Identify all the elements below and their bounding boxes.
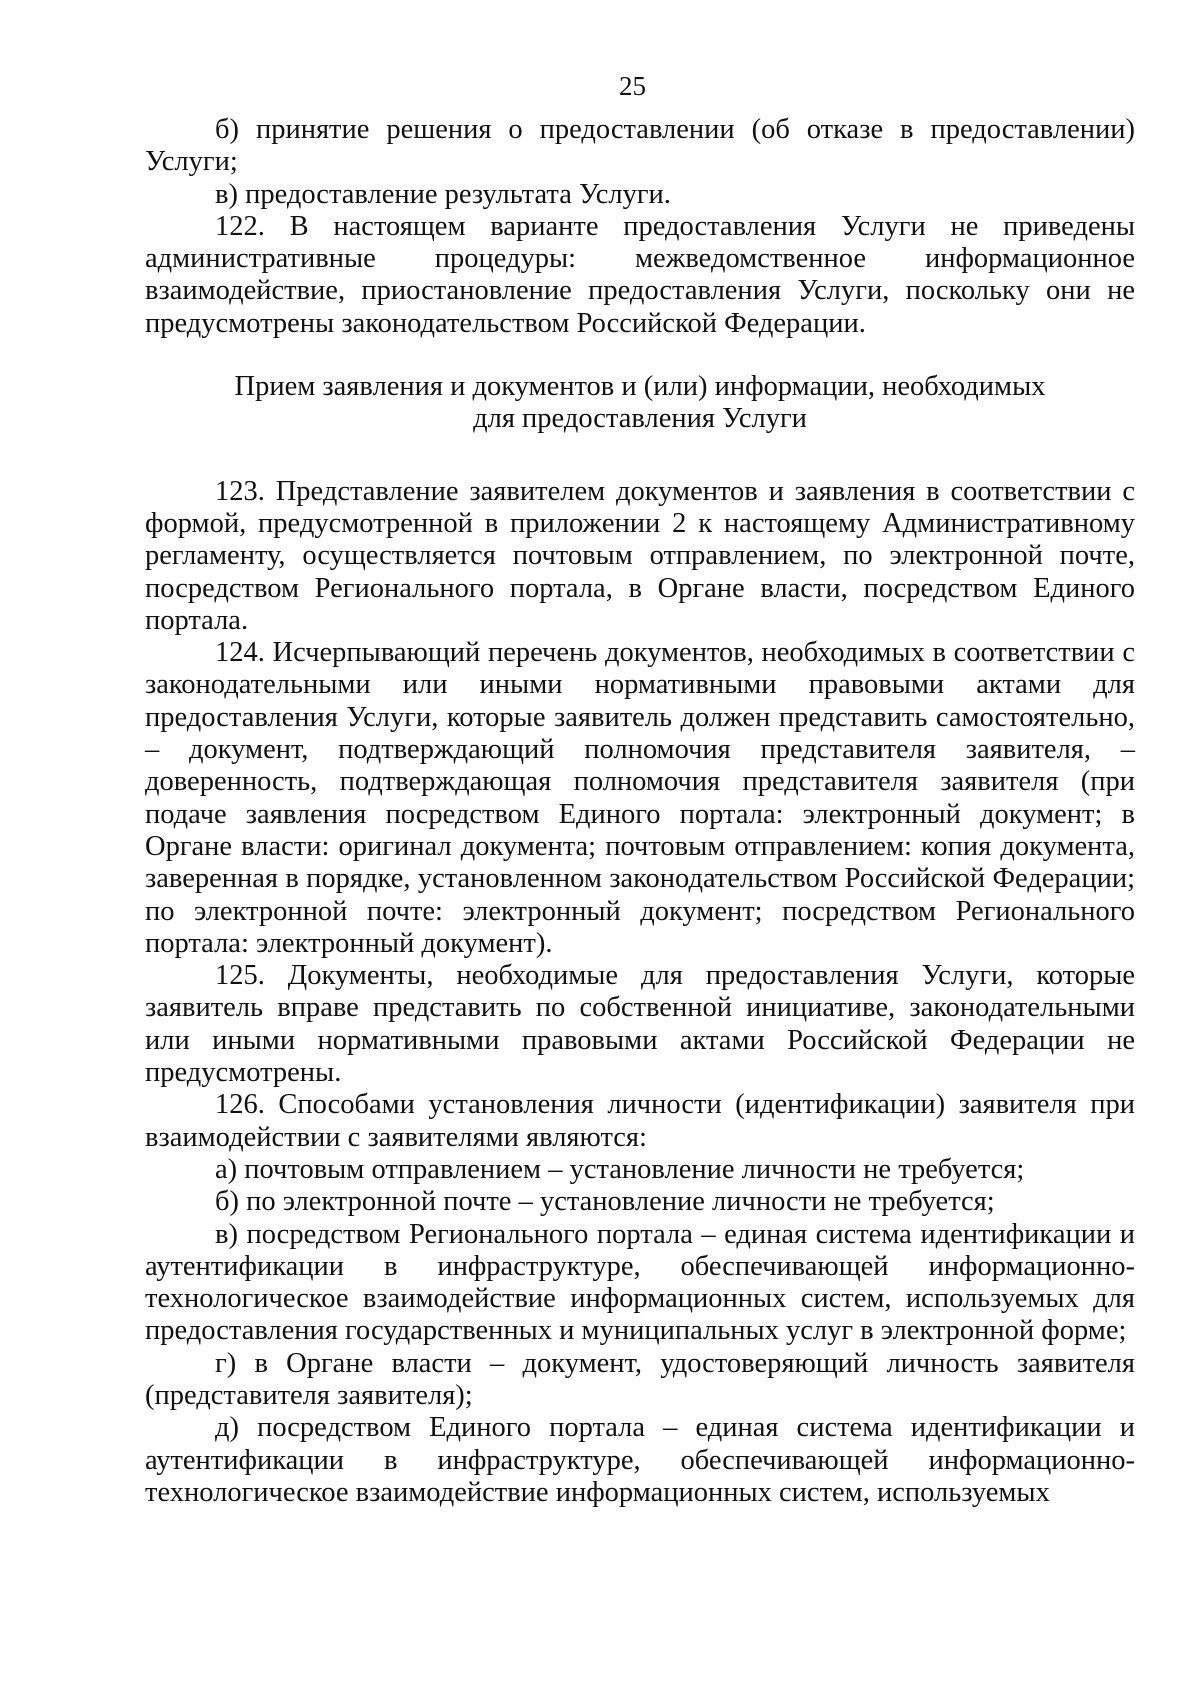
paragraph-126-v: в) посредством Регионального портала – единая система идентификации и аутентификации в инфраструктуре, обеспечивающей информационно-технологическое взаимодействие информационных систем, используемых для предоставления государственных и муниципальных услуг в электронной форме; bbox=[145, 1218, 1135, 1347]
paragraph-124: 124. Исчерпывающий перечень документов, необходимых в соответствии с законодательными или иными нормативными правовыми актами для предоставления Услуги, которые заявитель должен представить самостоятельно, – документ, подтверждающий полномочия представителя заявителя, – доверенность, подтверждающая полномочия представителя заявителя (при подаче заявления посредством Единого портала: электронный документ; в Органе власти: оригинал документа; почтовым отправлением: копия документа, заверенная в порядке, установленном законодательством Российской Федерации; по электронной почте: электронный документ; посредством Регионального портала: электронный документ). bbox=[145, 637, 1135, 959]
paragraph-item-b: б) принятие решения о предоставлении (об отказе в предоставлении) Услуги; bbox=[145, 114, 1135, 178]
paragraph-125: 125. Документы, необходимые для предоставления Услуги, которые заявитель вправе представить по собственной инициативе, законодательными или иными нормативными правовыми актами Российской Федерации не предусмотрены. bbox=[145, 960, 1135, 1089]
page-number: 25 bbox=[619, 71, 646, 101]
paragraph-126: 126. Способами установления личности (идентификации) заявителя при взаимодействии с заявителями являются: bbox=[145, 1089, 1135, 1153]
section-heading-line-2: для предоставления Услуги bbox=[473, 403, 807, 435]
section-heading-line-1: Прием заявления и документов и (или) информации, необходимых bbox=[234, 371, 1046, 403]
spacer bbox=[145, 340, 1135, 371]
spacer bbox=[145, 436, 1135, 476]
paragraph-126-a: а) почтовым отправлением – установление личности не требуется; bbox=[215, 1153, 1025, 1185]
paragraph-122: 122. В настоящем варианте предоставления Услуги не приведены административные процедуры: межведомственное информационное взаимодействие, приостановление предоставления Услуги, поскольку они не предусмотрены законодательством Российской Федерации. bbox=[145, 210, 1135, 339]
paragraph-item-v: в) предоставление результата Услуги. bbox=[215, 178, 671, 210]
paragraph-126-d: д) посредством Единого портала – единая система идентификации и аутентификации в инфраструктуре, обеспечивающей информационно-технологическое взаимодействие информационных систем, используемых bbox=[145, 1412, 1135, 1508]
paragraph-126-b: б) по электронной почте – установление личности не требуется; bbox=[215, 1186, 995, 1218]
document-body bbox=[145, 114, 1135, 1509]
paragraph-123: 123. Представление заявителем документов и заявления в соответствии с формой, предусмотренной в приложении 2 к настоящему Административному регламенту, осуществляется почтовым отправлением, по электронной почте, посредством Регионального портала, в Органе власти, посредством Единого портала. bbox=[145, 475, 1135, 636]
paragraph-126-g: г) в Органе власти – документ, удостоверяющий личность заявителя (представителя заявителя); bbox=[145, 1347, 1135, 1411]
